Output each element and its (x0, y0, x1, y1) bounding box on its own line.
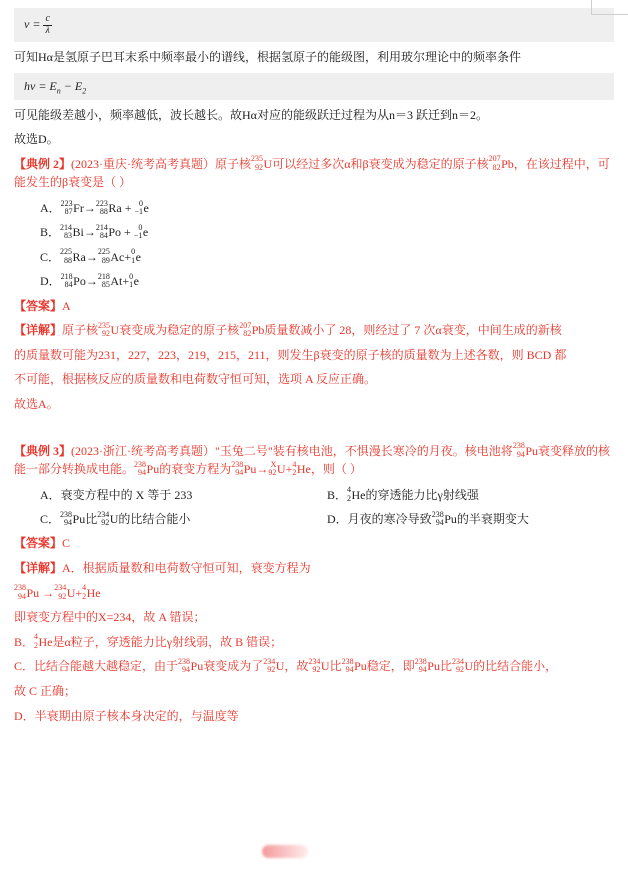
beta-particle-c: 0 1 (131, 247, 136, 265)
detail-label: 【详解】 (14, 561, 63, 576)
example2-detail-line2: 的质量数可能为231，227，223，219，215，211，则发生β衰变的原子核的质量数为上述各数，则 BCD 都 (14, 347, 567, 362)
example2-option-d[interactable] (40, 272, 614, 289)
example3-detail-line5: 故 C 正确； (14, 684, 77, 699)
nuclide-pb207: 207 82 (488, 154, 501, 172)
example2-detail-line1 (14, 321, 614, 340)
example3-header-mid: 衰变释放的核能一部分转换成电能。 (14, 443, 611, 477)
example2-header-mid: 可以经过多次α和β衰变成为稳定的原子核 (272, 156, 489, 171)
beta-particle-d-symbol: e (133, 274, 139, 289)
nuclide-po218-symbol: Po (73, 274, 86, 289)
nuclide-pb207-detail-symbol: Pb (251, 323, 265, 338)
detail-text-b: 衰变成为稳定的原子核 (119, 323, 240, 338)
d-eq-pu238: 238 94 (14, 583, 26, 601)
example2-answer (14, 297, 614, 316)
d-eq-he4: 4 2 (82, 583, 87, 601)
example2-option-c[interactable] (40, 248, 614, 265)
nuclide-u234-opt: 234 92 (97, 509, 110, 528)
detail-c-text-g: 的比结合能小， (473, 659, 558, 674)
nuclide-fr223: 223 87 (60, 198, 73, 216)
nuc-pu238-d1: 238 94 (178, 657, 191, 675)
formula-band-bohr (14, 73, 614, 100)
option-b-label: B． (327, 487, 348, 502)
nuclide-he4-detail: 4 2 (34, 632, 39, 650)
formula-band-velocity (14, 8, 614, 42)
nuclide-fr223-symbol: Fr (73, 200, 84, 215)
nuclide-bi214: 214 83 (60, 222, 73, 241)
plus-sign: + (124, 200, 132, 215)
beta-particle-b: 0 −1 (133, 222, 143, 241)
nuclide-u235: 235 92 (251, 154, 264, 172)
detail-label: 【详解】 (14, 323, 63, 338)
detail-b-label: B． (14, 634, 35, 649)
example2-header (14, 155, 614, 192)
option-c-text-b: 的比结合能小 (118, 512, 191, 527)
plus-sign: + (285, 462, 293, 477)
example3-detail-line4 (14, 657, 614, 676)
nuclide-pu238-symbol: Pu (525, 443, 538, 458)
nuc-pu238-d5: 238 94 (414, 657, 427, 675)
example2-header-tail: ，在该过程中，可能发生的β衰变是（ ） (14, 156, 610, 190)
option-b-text: 的穿透能力比γ射线强 (365, 487, 479, 502)
beta-particle-c-symbol: e (135, 249, 141, 264)
answer-value: C (62, 536, 71, 551)
plus-sign: + (122, 274, 130, 289)
eq-rhs-he4: 4 2 (292, 459, 297, 478)
eq-rhs-ux: X 92 (268, 459, 277, 478)
nuclide-pb207-detail: 207 82 (239, 320, 252, 339)
example3-option-a[interactable] (40, 486, 327, 503)
nuclide-po214: 214 84 (95, 222, 108, 241)
nuclide-at218: 218 85 (97, 271, 110, 290)
detail-text-1: A．根据质量数和电荷数守恒可知，衰变方程为 (62, 561, 311, 576)
formula-v-equals: v = (24, 16, 41, 31)
eq-lhs-pu238-symbol: Pu (243, 462, 257, 477)
nuclide-pu238: 238 94 (512, 441, 525, 459)
example2-label: 【典例 2】 (14, 156, 72, 171)
nuclide-ra223-symbol: Ra (108, 200, 122, 215)
beta-particle-b-symbol: e (142, 225, 149, 240)
formula-hv-en-e2: $h\nu = E_n - E_2$ (24, 78, 87, 95)
option-b-label: B． (40, 225, 61, 240)
detail-c-text-e: 稳定，即 (366, 659, 415, 674)
nuclide-ra225-symbol: Ra (72, 249, 86, 264)
d-eq-u234: 234 92 (54, 583, 67, 601)
option-d-text-a: 月夜的寒冷导致 (347, 512, 432, 527)
nuc-u234-d3: 234 92 (308, 657, 321, 675)
example2-option-a[interactable] (40, 199, 614, 216)
example3-options-row1 (40, 486, 614, 503)
nuclide-ra223: 223 88 (95, 198, 108, 216)
arrow-icon: → (256, 462, 269, 477)
page-corner-mark (591, 0, 628, 15)
nuclide-ac225: 225 89 (97, 247, 110, 265)
nuclide-ra225: 225 88 (60, 247, 73, 265)
nuclide-u235-symbol: U (263, 156, 273, 171)
detail-text-c: 质量数减小了 28，则经过了 7 次α衰变，中间生成的新核 (264, 323, 562, 338)
nuclide-u234-opt-symbol: U (109, 512, 119, 527)
option-c-label: C． (40, 249, 61, 264)
nuc-pu238-d1-symbol: Pu (190, 659, 204, 674)
example2-detail-line3: 不可能，根据核反应的质量数和电荷数守恒可知，选项 A 反应正确。 (14, 372, 377, 387)
arrow-icon: → (83, 225, 96, 240)
example3-label: 【典例 3】 (14, 443, 72, 458)
nuc-pu238-d4-symbol: Pu (354, 659, 367, 674)
example3-option-b[interactable] (327, 486, 614, 503)
nuc-u234-d6: 234 92 (452, 657, 464, 675)
example2-option-b[interactable] (40, 223, 614, 240)
nuclide-he4-opt-symbol: He (351, 487, 366, 502)
option-d-label: D． (327, 512, 348, 527)
eq-lhs-pu238: 238 94 (231, 459, 244, 478)
nuc-pu238-d4: 238 94 (341, 657, 354, 675)
eq-rhs-he4-symbol: He (296, 462, 311, 477)
example3-detail-line3 (14, 633, 614, 652)
nuc-u234-d3-symbol: U (320, 659, 330, 674)
nuclide-u235-detail: 235 92 (98, 320, 111, 339)
plus-sign: + (124, 225, 131, 240)
arrow-icon: → (42, 585, 55, 600)
example3-answer (14, 534, 614, 553)
nuclide-he4-detail-symbol: He (38, 634, 53, 649)
nuc-u234-d2-symbol: U (275, 659, 285, 674)
plus-sign: + (75, 585, 83, 600)
nuclide-bi214-symbol: Bi (72, 225, 84, 240)
nuc-pu238-d5-symbol: Pu (427, 659, 440, 674)
example3-source: (2023·浙江·统考高考真题）"玉兔二号"装有核电池，不惧漫长寒冷的月夜。核电池将 (71, 443, 513, 458)
nuclide-pu238-optd: 238 94 (431, 509, 444, 528)
paragraph-hydrogen-line: 可知Hα是氢原子巴耳末系中频率最小的谱线，根据氢原子的能级图，利用玻尔理论中的频率条件 (14, 50, 521, 64)
plus-sign: + (124, 249, 132, 264)
nuclide-pu238-b: 238 94 (134, 459, 147, 478)
option-d-label: D． (40, 274, 61, 289)
detail-c-text-a: C．比结合能越大越稳定，由于 (14, 659, 179, 674)
nuclide-pu238-opt: 238 94 (60, 509, 73, 528)
example3-header (14, 442, 614, 479)
example2-source: (2023·重庆·统考高考真题）原子核 (71, 156, 252, 171)
example3-options-row2 (40, 510, 614, 527)
nuclide-at218-symbol: At (110, 274, 123, 289)
paragraph-energy-level: 可见能级差越小，频率越低，波长越长。故Hα对应的能级跃迁过程为从n＝3 跃迁到n＝2。 (14, 107, 488, 122)
beta-particle-a-symbol: e (143, 200, 149, 215)
detail-c-text-c: ，故 (284, 659, 309, 674)
detail-c-text-d: 比 (329, 659, 342, 674)
example3-option-c[interactable] (40, 510, 327, 527)
arrow-icon: → (85, 249, 98, 264)
example3-detail-line1 (14, 559, 614, 578)
example3-header-tail: ，则（ ） (310, 462, 362, 477)
example2-detail-line4: 故选A。 (14, 396, 59, 411)
beta-particle-a: 0 −1 (134, 198, 143, 216)
detail-b-text: 是α粒子，穿透能力比γ射线弱，故 B 错误； (52, 634, 283, 649)
answer-label: 【答案】 (14, 536, 63, 551)
option-a-label: A． (40, 200, 61, 215)
nuc-u234-d6-symbol: U (464, 659, 474, 674)
ink-smudge-artifact (262, 845, 308, 858)
detail-c-text-b: 衰变成为了 (203, 659, 264, 674)
example3-header-mid2: 的衰变方程为 (159, 462, 232, 477)
option-a-text: 衰变方程中的 X 等于 233 (60, 487, 193, 502)
paragraph-answer-d: 故选D。 (14, 132, 59, 147)
nuclide-u235-detail-symbol: U (110, 323, 120, 338)
nuclide-pu238-b-symbol: Pu (146, 462, 160, 477)
nuclide-po214-symbol: Po (108, 225, 122, 240)
formula-fraction-c-lambda: $\frac{c}{\lambda}$ (45, 13, 50, 36)
nuclide-he4-opt: 4 2 (347, 485, 352, 503)
nuclide-pu238-optd-symbol: Pu (444, 512, 457, 527)
option-a-label: A． (40, 487, 61, 502)
detail-text-a: 原子核 (62, 323, 99, 338)
nuc-u234-d2: 234 92 (263, 657, 276, 675)
arrow-icon: → (85, 274, 98, 289)
section-gap (14, 420, 614, 436)
answer-label: 【答案】 (14, 298, 63, 313)
example3-option-d[interactable] (327, 510, 614, 527)
arrow-icon: → (83, 200, 96, 215)
example3-detail-line2: 即衰变方程中的X=234，故 A 错误； (14, 610, 206, 625)
detail-c-text-f: 比 (439, 659, 452, 674)
d-eq-pu238-symbol: Pu (26, 585, 40, 600)
example3-detail-equation (14, 584, 614, 603)
d-eq-he4-symbol: He (86, 585, 101, 600)
option-c-label: C． (40, 512, 61, 527)
nuclide-po218: 218 84 (60, 271, 73, 290)
nuclide-pu238-opt-symbol: Pu (72, 512, 86, 527)
option-c-text-a: 比 (85, 512, 98, 527)
nuclide-ac225-symbol: Ac (110, 249, 125, 264)
beta-particle-d: 0 1 (129, 271, 134, 290)
nuclide-pb207-symbol: Pb (501, 156, 514, 171)
d-eq-u234-symbol: U (66, 585, 76, 600)
option-d-text-b: 的半衰期变大 (456, 512, 529, 527)
eq-rhs-ux-symbol: U (276, 462, 286, 477)
example3-detail-line6: D．半衰期由原子核本身决定的，与温度等 (14, 708, 239, 723)
answer-value: A (62, 298, 71, 313)
